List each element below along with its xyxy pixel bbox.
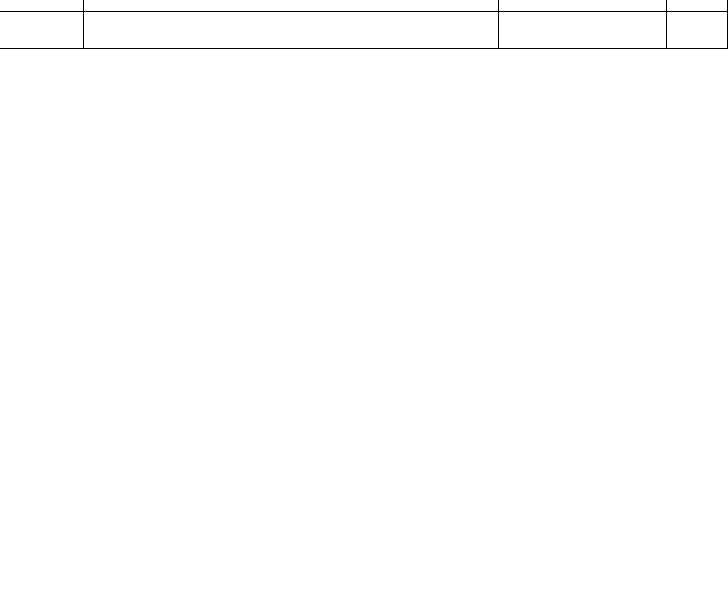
header-area-cell[interactable] xyxy=(0,12,84,49)
header-desc-cell[interactable] xyxy=(84,12,499,49)
header-row[interactable] xyxy=(0,12,728,49)
blank-cell[interactable] xyxy=(667,0,728,12)
top-blank-row[interactable] xyxy=(0,0,728,12)
blank-cell[interactable] xyxy=(499,0,667,12)
header-qty-cell[interactable] xyxy=(667,12,728,49)
blank-cell[interactable] xyxy=(84,0,499,12)
header-dim-cell[interactable] xyxy=(499,12,667,49)
blank-cell[interactable] xyxy=(0,0,84,12)
